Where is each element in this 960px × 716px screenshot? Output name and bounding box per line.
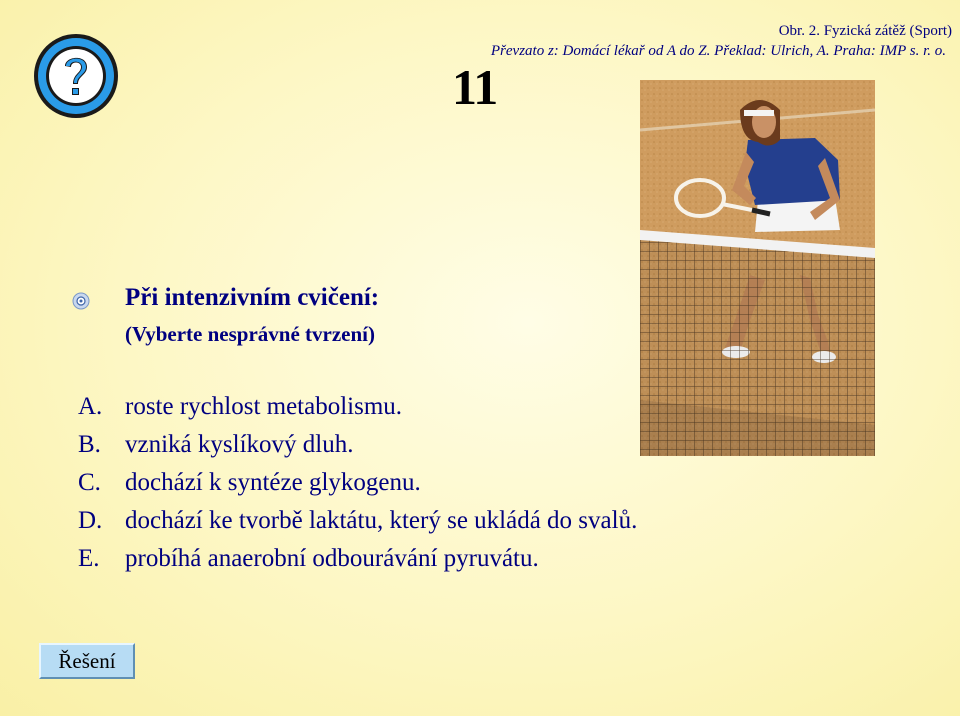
- answer-text: dochází ke tvorbě laktátu, který se ukládá do svalů.: [125, 507, 638, 534]
- question-title: Při intenzivním cvičení:: [125, 284, 380, 311]
- figure-caption: Obr. 2. Fyzická zátěž (Sport): [778, 23, 952, 39]
- answer-a[interactable]: [78, 388, 637, 426]
- answer-letter: B.: [78, 431, 101, 458]
- answer-c[interactable]: [78, 464, 637, 502]
- question-mark-icon: [30, 30, 122, 122]
- bullet-icon: [72, 292, 90, 310]
- answer-letter: D.: [78, 507, 103, 534]
- answer-e[interactable]: [78, 540, 637, 578]
- answer-d[interactable]: [78, 502, 637, 540]
- question-instruction: (Vyberte nesprávné tvrzení): [125, 322, 376, 346]
- answer-text: vzniká kyslíkový dluh.: [125, 431, 354, 458]
- figure-source: Převzato z: Domácí lékař od A do Z. Překlad: Ulrich, A. Praha: IMP s. r. o.: [490, 43, 946, 59]
- answer-b[interactable]: [78, 426, 637, 464]
- answer-letter: C.: [78, 469, 101, 496]
- answer-text: probíhá anaerobní odbourávání pyruvátu.: [125, 545, 539, 572]
- answer-letter: A.: [78, 393, 103, 420]
- answer-text: dochází k syntéze glykogenu.: [125, 469, 421, 496]
- answer-letter: E.: [78, 545, 100, 572]
- question-number: 11: [452, 59, 498, 115]
- answer-list: [78, 388, 637, 578]
- answer-text: roste rychlost metabolismu.: [125, 393, 403, 420]
- solution-button[interactable]: Řešení: [39, 643, 135, 679]
- tennis-player-photo: [640, 80, 875, 456]
